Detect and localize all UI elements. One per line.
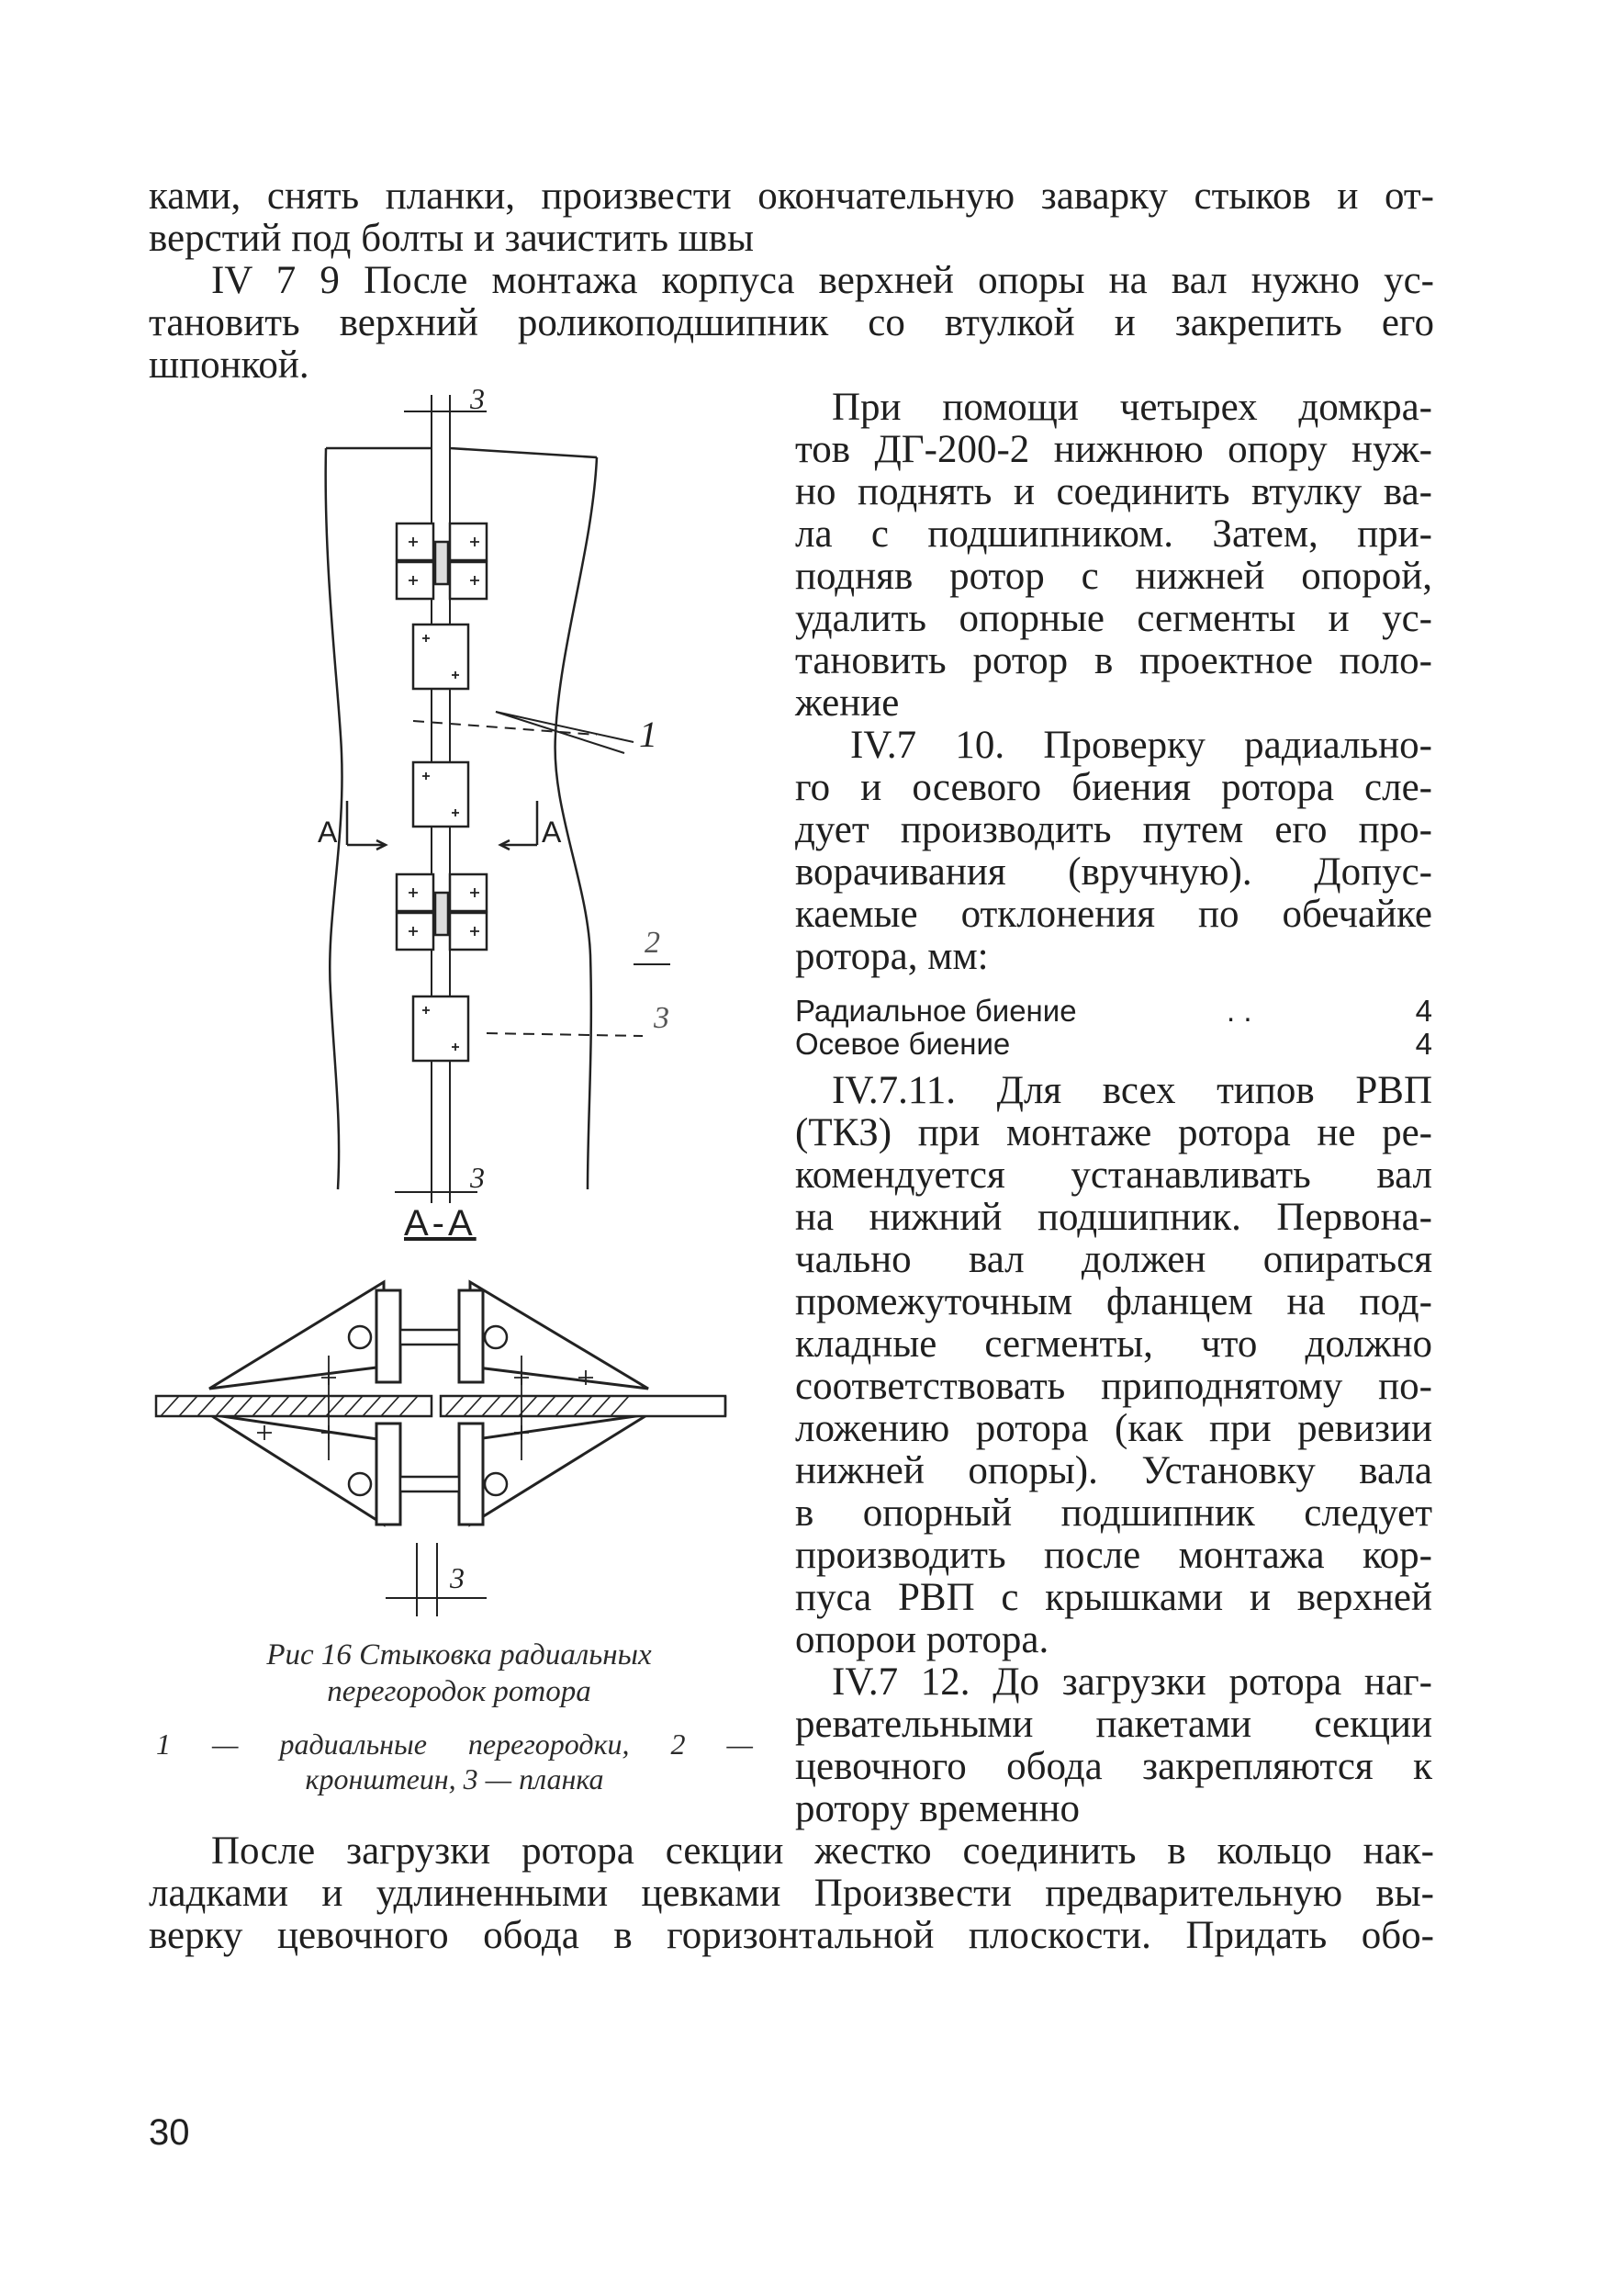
callout-label-2: 2 — [645, 926, 660, 960]
text-line: жение — [795, 681, 900, 725]
spec-label: Осевое биение — [795, 1027, 1011, 1061]
text-line: ладками и удлиненными цевками Произвести предварительную вы- — [149, 1872, 1434, 1915]
text-line: тов ДГ-200-2 нижнюю опору нуж- — [795, 428, 1432, 471]
spec-value: 4 — [1415, 1027, 1432, 1061]
text-line: комендуется устанавливать вал — [795, 1154, 1432, 1197]
text-line: ревательными пакетами секции — [795, 1703, 1432, 1746]
spec-label: Радиальное биение — [795, 994, 1077, 1028]
text-line: тановить ротор в проектное поло- — [795, 639, 1432, 682]
text-line: После загрузки ротора секции жестко соединить в кольцо нак- — [211, 1829, 1434, 1873]
section-paragraph-iv-7-12: IV.7 12. До загрузки ротора наг- — [832, 1660, 1432, 1704]
text-line: кладные сегменты, что должно — [795, 1322, 1432, 1366]
text-line: ротора, мм: — [795, 935, 989, 978]
text-line: на нижний подшипник. Первона- — [795, 1196, 1432, 1239]
text-line: ложению ротора (как при ревизии — [795, 1407, 1432, 1450]
text-line: пуса РВП с крышками и верхней — [795, 1576, 1432, 1619]
text-line: верстий под болты и зачистить швы — [149, 217, 754, 260]
section-paragraph-iv-7-9: IV 7 9 После монтажа корпуса верхней опоры на вал нужно ус- — [211, 259, 1434, 302]
text-line: При помощи четырех домкра- — [832, 386, 1432, 429]
text-line: каемые отклонения по обечайке — [795, 893, 1432, 936]
section-view-title: А-А — [404, 1203, 477, 1244]
figure-legend-line-2: кронштеин, 3 — планка — [305, 1762, 604, 1795]
figure-caption-line-1: Рис 16 Стыковка радиальных — [266, 1638, 652, 1671]
figure-legend-line-1: 1 — радиальные перегородки, 2 — — [156, 1728, 753, 1761]
figure-caption-line-2: перегородок ротора — [327, 1675, 591, 1708]
section-paragraph-iv-7-10: IV.7 10. Проверку радиально- — [850, 724, 1432, 767]
text-line: в опорный подшипник следует — [795, 1491, 1432, 1535]
dimension-label-bottom: 3 — [470, 1161, 485, 1194]
section-dimension-label: 3 — [450, 1561, 465, 1594]
text-line: промежуточным фланцем на под- — [795, 1280, 1432, 1323]
text-line: удалить опорные сегменты и ус- — [795, 597, 1432, 640]
text-line: ворачивания (вручную). Допус- — [795, 850, 1432, 894]
section-marker-label-left: А — [318, 816, 338, 849]
text-line: ками, снять планки, произвести окончательную заварку стыков и от- — [149, 174, 1434, 218]
text-line: тановить верхний роликоподшипник со втулкой и закрепить его — [149, 301, 1434, 344]
section-dimension — [386, 1543, 487, 1616]
text-line: ла с подшипником. Затем, при- — [795, 512, 1432, 556]
text-line: го и осевого биения ротора сле- — [795, 766, 1432, 809]
spec-leader-dots: . . — [1227, 994, 1252, 1028]
text-line: нижней опоры). Установку вала — [795, 1449, 1432, 1492]
text-line: (ТКЗ) при монтаже ротора не ре- — [795, 1111, 1432, 1154]
section-paragraph-iv-7-11: IV.7.11. Для всех типов РВП — [832, 1069, 1432, 1112]
page-number: 30 — [149, 2112, 190, 2153]
spec-value: 4 — [1415, 994, 1432, 1028]
text-line: но поднять и соединить втулку ва- — [795, 470, 1432, 513]
dimension-label-top: 3 — [470, 382, 485, 415]
text-line: опорои ротора. — [795, 1618, 1049, 1661]
callout-label-3: 3 — [654, 1001, 669, 1035]
text-line: ротору временно — [795, 1787, 1081, 1830]
text-line: верку цевочного обода в горизонтальной плоскости. Придать обо- — [149, 1914, 1434, 1957]
text-line: подняв ротор с нижней опорой, — [795, 555, 1432, 598]
text-line: чально вал должен опираться — [795, 1238, 1432, 1281]
text-line: цевочного обода закрепляются к — [795, 1745, 1432, 1788]
section-marker-label-right: А — [542, 816, 562, 849]
text-line: соответствовать приподнятому по- — [795, 1365, 1432, 1408]
hatched-partition — [156, 1396, 725, 1416]
text-line: дует производить путем его про- — [795, 808, 1432, 851]
text-line: шпонкой. — [149, 343, 309, 387]
callout-label-1: 1 — [639, 714, 657, 755]
text-line: производить после монтажа кор- — [795, 1534, 1432, 1577]
